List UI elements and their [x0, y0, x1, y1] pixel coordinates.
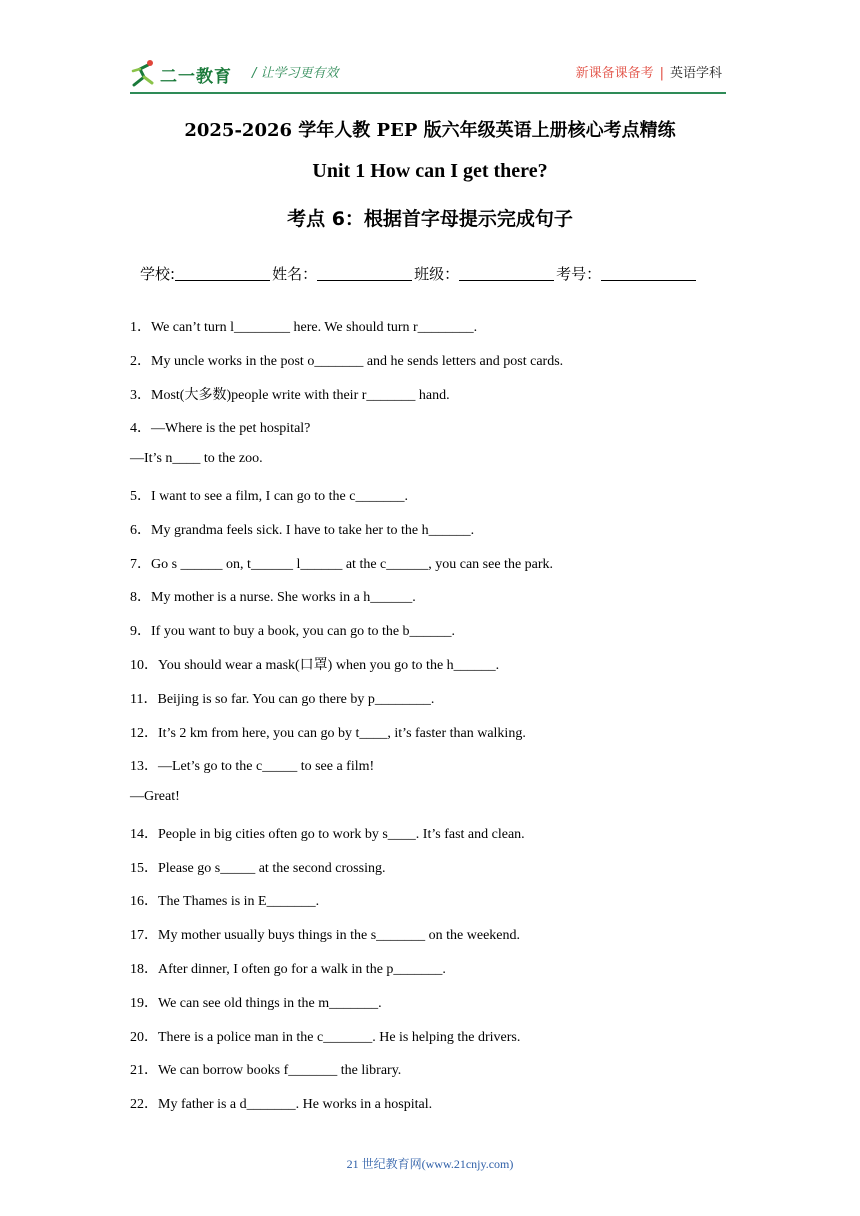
question-line: 12．It’s 2 km from here, you can go by t____, it’s faster than walking.	[130, 726, 526, 741]
question-line: 21．We can borrow books f_______ the library.	[130, 1063, 402, 1078]
class-blank[interactable]	[459, 264, 554, 281]
logo-text: 二一教育	[160, 66, 232, 87]
name-blank[interactable]	[317, 264, 412, 281]
question-line: 3．Most(大多数)people write with their r_______ hand.	[130, 388, 450, 403]
page-header	[130, 56, 726, 92]
question-line: 9．If you want to buy a book, you can go to the b______.	[130, 624, 456, 639]
question-line: 13．—Let’s go to the c_____ to see a film!	[130, 759, 375, 774]
question-line: 16．The Thames is in E_______.	[130, 894, 320, 909]
class-label: 班级：	[414, 265, 460, 283]
question-line: 19．We can see old things in the m_______.	[130, 996, 382, 1011]
question-line: —It’s n____ to the zoo.	[130, 451, 263, 466]
page-footer: 21 世纪教育网(www.21cnjy.com)	[346, 1157, 514, 1171]
student-info-row	[140, 263, 698, 284]
question-line: 6．My grandma feels sick. I have to take her to the h______.	[130, 523, 475, 538]
slogan: / 让学习更有效	[252, 66, 339, 81]
question-line: 22．My father is a d_______. He works in a hospital.	[130, 1097, 433, 1112]
question-line: 20．There is a police man in the c_______. He is helping the drivers.	[130, 1030, 521, 1045]
question-line: 1．We can’t turn l________ here. We should turn r________.	[130, 320, 478, 335]
question-line: 11．Beijing is so far. You can go there by p________.	[130, 692, 435, 707]
question-line: 18．After dinner, I often go for a walk in the p_______.	[130, 962, 446, 977]
name-label: 姓名：	[272, 265, 318, 283]
question-line: 2．My uncle works in the post o_______ and he sends letters and post cards.	[130, 354, 564, 369]
tagline-left: 新课备课备考	[575, 66, 654, 81]
question-line: 17．My mother usually buys things in the s_______ on the weekend.	[130, 928, 521, 943]
tagline-right: 英语学科	[669, 66, 722, 81]
header-tagline	[576, 62, 722, 81]
question-line: 15．Please go s_____ at the second crossing.	[130, 861, 386, 876]
question-line: 10．You should wear a mask(口罩) when you go to the h______.	[130, 658, 500, 673]
doc-title: 2025-2026 学年人教 PEP 版六年级英语上册核心考点精练	[184, 120, 676, 141]
school-blank[interactable]	[175, 264, 270, 281]
section-title: 考点 6：根据首字母提示完成句子	[287, 208, 573, 230]
question-line: —Great!	[130, 789, 180, 804]
header-divider	[130, 92, 726, 94]
question-line: 14．People in big cities often go to work by s____. It’s fast and clean.	[130, 827, 525, 842]
question-line: 7．Go s ______ on, t______ l______ at the c______, you can see the park.	[130, 557, 554, 572]
question-line: 8．My mother is a nurse. She works in a h______.	[130, 590, 416, 605]
runner-logo-icon	[130, 59, 158, 89]
number-blank[interactable]	[601, 264, 696, 281]
tagline-separator: |	[659, 66, 664, 81]
question-line: 5．I want to see a film, I can go to the c_______.	[130, 489, 408, 504]
number-label: 考号：	[556, 265, 602, 283]
school-label: 学校:	[140, 265, 176, 283]
question-line: 4．—Where is the pet hospital?	[130, 421, 311, 436]
logo	[130, 58, 242, 90]
unit-title: Unit 1 How can I get there?	[312, 160, 548, 182]
